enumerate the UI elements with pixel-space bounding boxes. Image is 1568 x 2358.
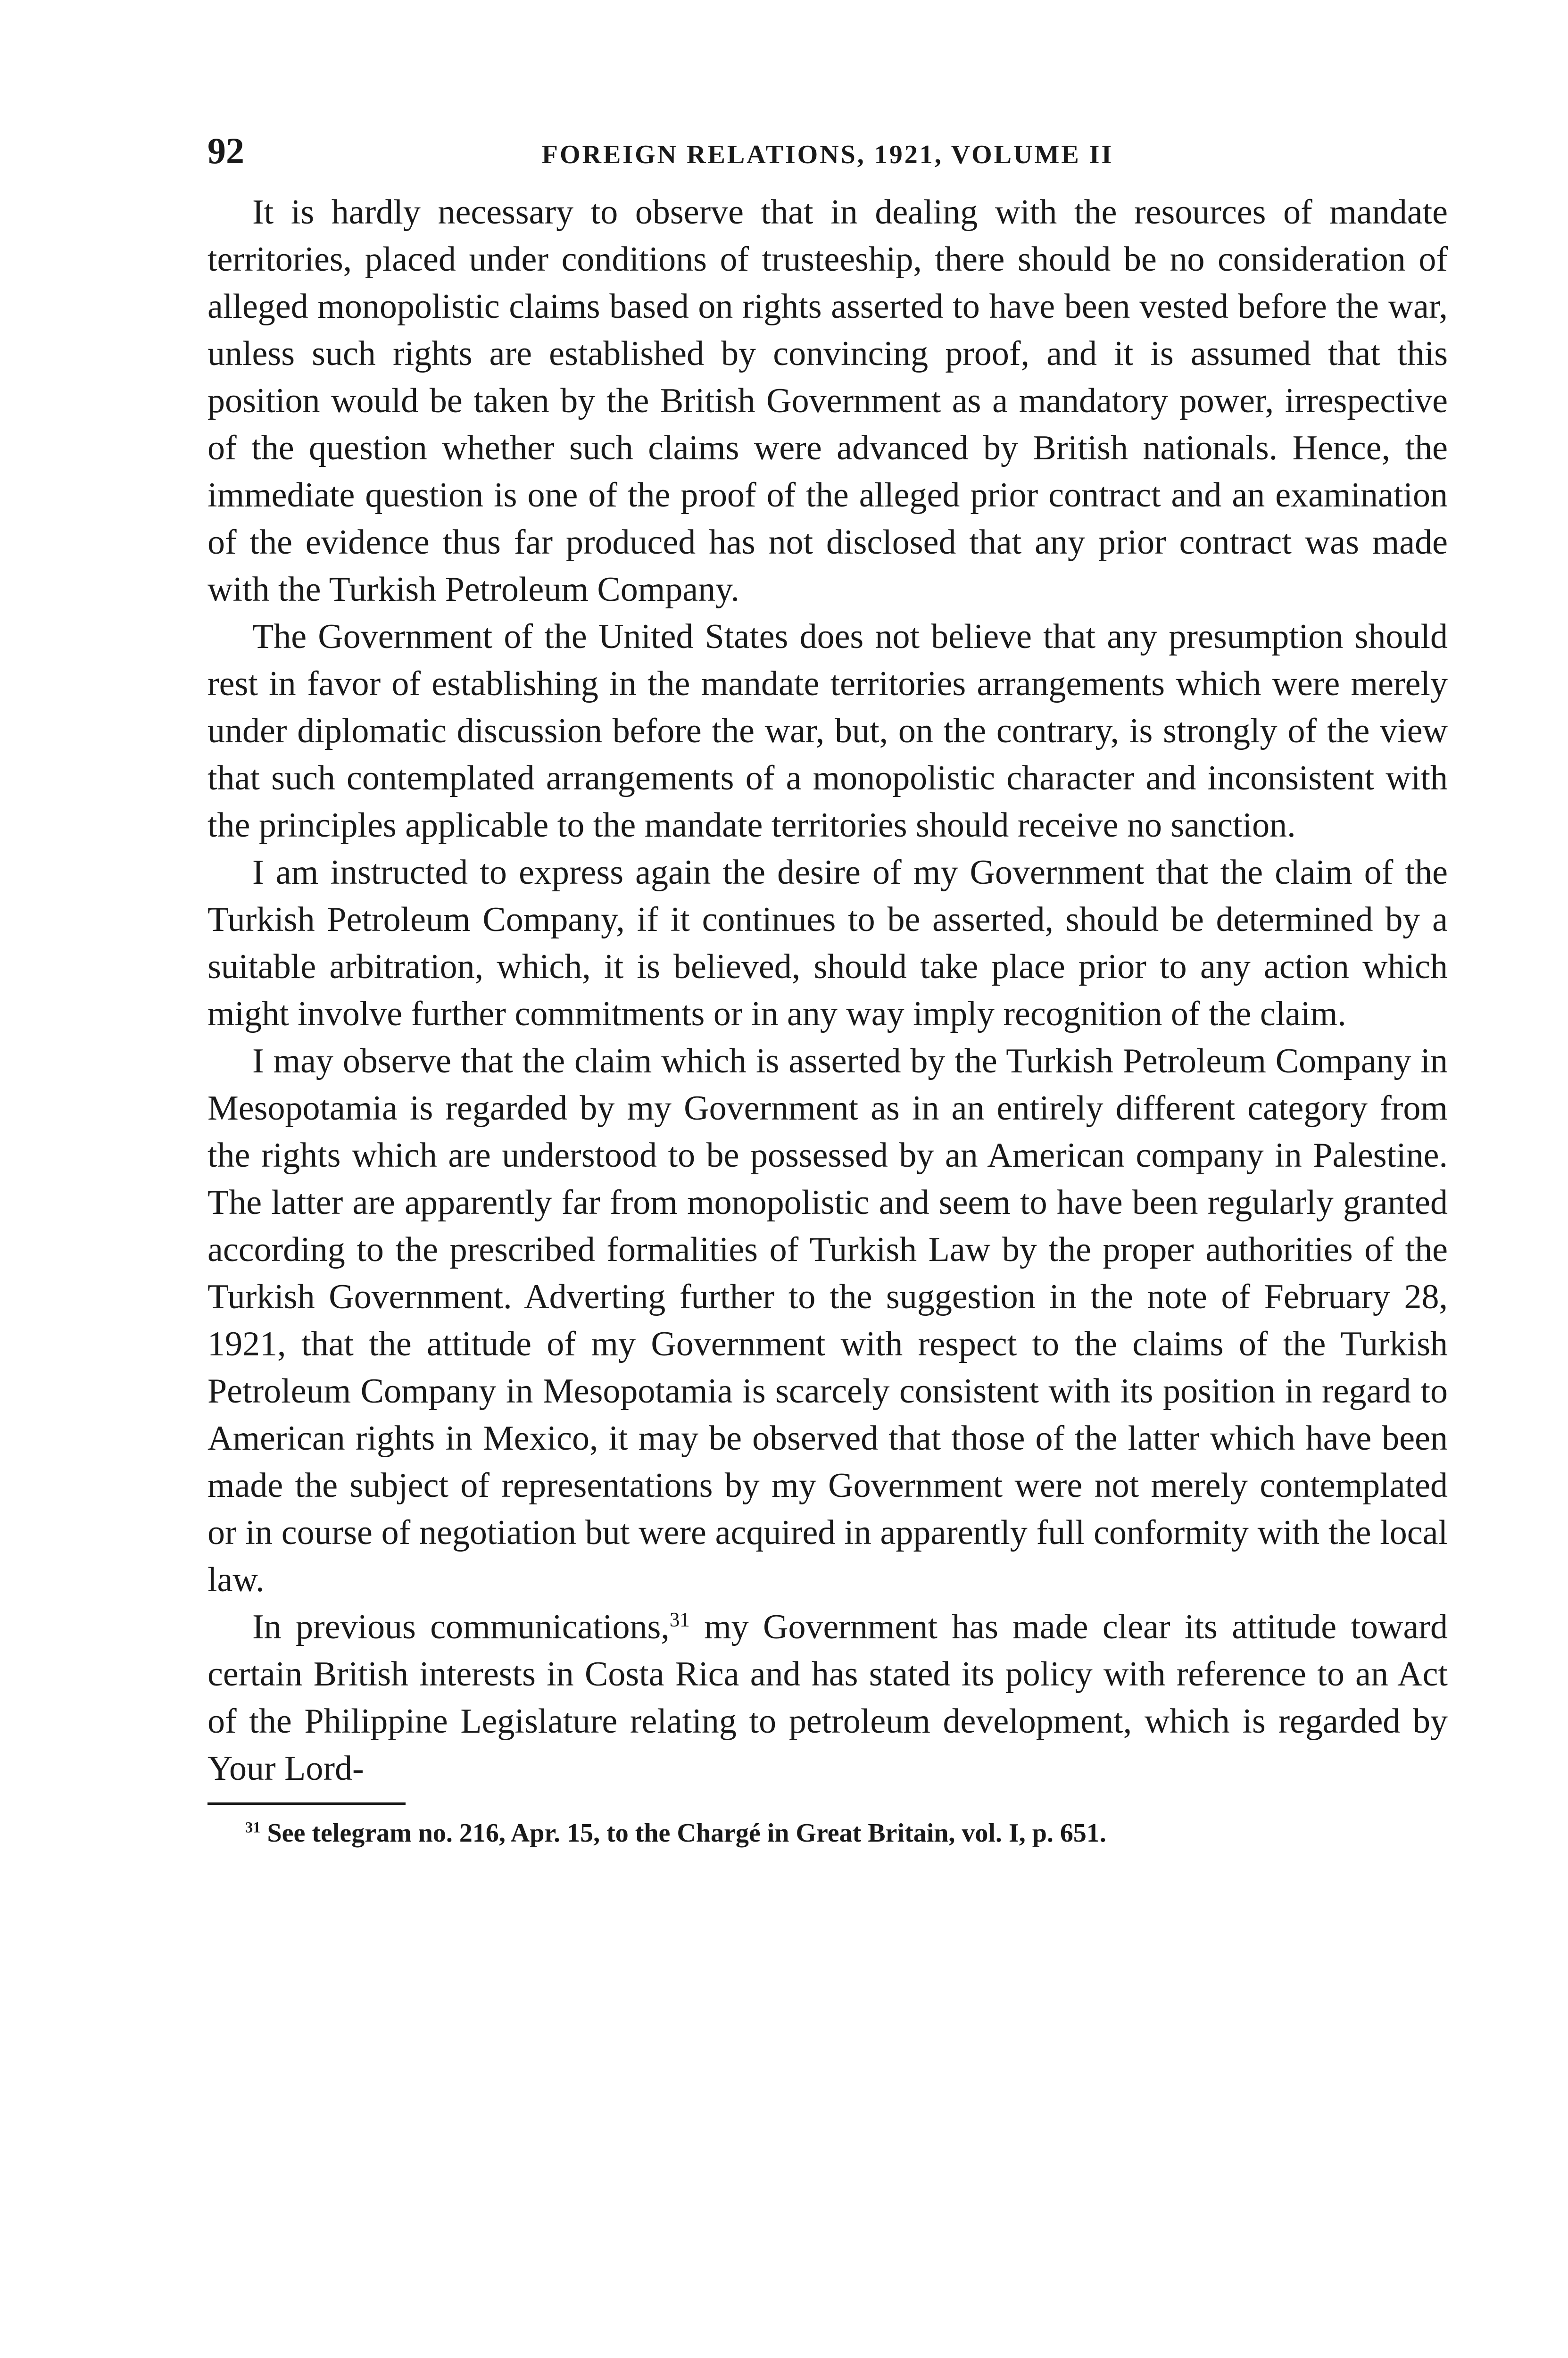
footnote-marker: 31 [245, 1819, 261, 1836]
footnote-reference: 31 [669, 1609, 690, 1631]
footnote-text: See telegram no. 216, Apr. 15, to the Chargé in Great Britain, vol. I, p. 651. [260, 1818, 1106, 1848]
footnote-divider [207, 1802, 406, 1805]
page-number: 92 [207, 130, 244, 171]
document-page [207, 127, 1448, 1852]
body-text [207, 189, 1448, 1792]
footnote [207, 1814, 1448, 1852]
paragraph-text-before-ref: In previous communications, [252, 1608, 670, 1646]
paragraph-with-footnote-ref [207, 1603, 1448, 1792]
running-head: FOREIGN RELATIONS, 1921, VOLUME II [541, 140, 1114, 169]
paragraph-text-after-ref: my Government has made clear its attitude toward certain British interests in Costa Rica and has stated its policy with reference to an Act of the Philippine Legislature relating to petroleum development, which is regarded by Your Lord- [207, 1608, 1448, 1788]
paragraph: It is hardly necessary to observe that in dealing with the resources of mandate territories, placed under conditions of trusteeship, there should be no consideration of alleged monopolistic claims based on rights asserted to have been vested before the war, unless such rights are established by convincing proof, and it is assumed that this position would be taken by the British Government as a mandatory power, irrespective of the question whether such claims were advanced by British nationals. Hence, the immediate question is one of the proof of the alleged prior contract and an examination of the evidence thus far produced has not disclosed that any prior contract was made with the Turkish Petroleum Company. [207, 193, 1448, 609]
paragraph: I am instructed to express again the desire of my Government that the claim of the Turkish Petroleum Company, if it continues to be asserted, should be determined by a suitable arbitration, which, it is believed, should take place prior to any action which might involve further commitments or in any way imply recognition of the claim. [207, 853, 1448, 1033]
page-header [207, 127, 1448, 174]
paragraph: I may observe that the claim which is asserted by the Turkish Petroleum Company in Mesopotamia is regarded by my Government as in an entirely different category from the rights which are understood to be possessed by an American company in Palestine. The latter are apparently far from monopolistic and seem to have been regularly granted according to the prescribed formalities of Turkish Law by the proper authorities of the Turkish Government. Adverting further to the suggestion in the note of February 28, 1921, that the attitude of my Government with respect to the claims of the Turkish Petroleum Company in Mesopotamia is scarcely consistent with its position in regard to American rights in Mexico, it may be observed that those of the latter which have been made the subject of representations by my Government were not merely contemplated or in course of negotiation but were acquired in apparently full conformity with the local law. [207, 1042, 1448, 1599]
paragraph: The Government of the United States does not believe that any presumption should rest in favor of establishing in the mandate territories arrangements which were merely under diplomatic discussion before the war, but, on the contrary, is strongly of the view that such contemplated arrangements of a monopolistic character and inconsistent with the principles applicable to the mandate territories should receive no sanction. [207, 617, 1448, 845]
